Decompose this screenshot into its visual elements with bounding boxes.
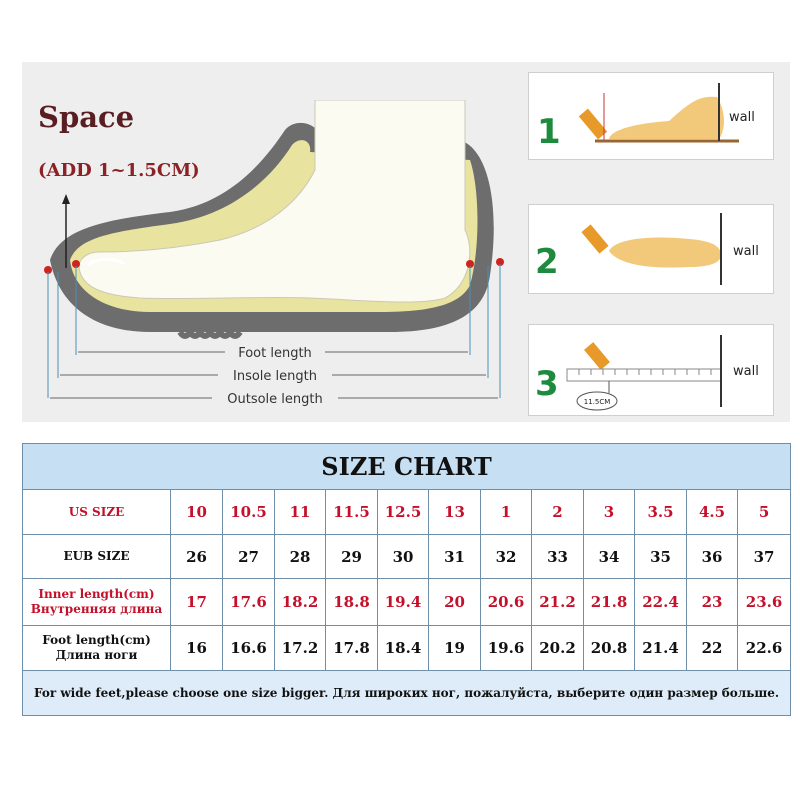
table-cell: 17.6 (223, 579, 275, 626)
step-3-panel (528, 324, 774, 416)
table-cell: 20.8 (584, 626, 635, 671)
table-cell: 4.5 (687, 490, 738, 535)
table-cell: 2 (532, 490, 584, 535)
space-title: Space (38, 100, 135, 134)
shoe-diagram (30, 100, 510, 415)
table-cell: 23 (687, 579, 738, 626)
table-cell: 5 (738, 490, 791, 535)
table-row-eub-size (23, 535, 791, 579)
table-cell: 22.6 (738, 626, 791, 671)
table-cell: 35 (635, 535, 687, 579)
inner-length-label-en: Inner length(cm) (38, 587, 155, 601)
table-cell: 22.4 (635, 579, 687, 626)
table-cell: 16.6 (223, 626, 275, 671)
ruler-icon (567, 369, 721, 381)
table-cell: 13 (429, 490, 481, 535)
step-2-number: 2 (535, 242, 559, 282)
table-cell: 20.2 (532, 626, 584, 671)
table-cell: 19.4 (378, 579, 429, 626)
table-cell: 17.2 (275, 626, 326, 671)
step-1-wall-label: wall (729, 110, 755, 125)
size-chart-table (22, 443, 791, 716)
table-cell: 29 (326, 535, 378, 579)
table-cell: 26 (171, 535, 223, 579)
foot-length-row-label (23, 626, 171, 671)
eub-size-label: EUB SIZE (23, 535, 171, 579)
table-cell: 37 (738, 535, 791, 579)
table-cell: 3 (584, 490, 635, 535)
table-cell: 19 (429, 626, 481, 671)
table-cell: 11.5 (326, 490, 378, 535)
table-cell: 17 (171, 579, 223, 626)
step-3-wall-label: wall (733, 364, 759, 379)
table-cell: 16 (171, 626, 223, 671)
inner-length-label (23, 579, 171, 626)
table-cell: 23.6 (738, 579, 791, 626)
table-cell: 20.6 (481, 579, 532, 626)
table-cell: 12.5 (378, 490, 429, 535)
table-cell: 21.8 (584, 579, 635, 626)
table-cell: 18.8 (326, 579, 378, 626)
step-1-panel (528, 72, 774, 160)
step-3-number: 3 (535, 364, 559, 404)
table-row-inner-length (23, 579, 791, 626)
step-2-wall-label: wall (733, 244, 759, 259)
step-2-panel (528, 204, 774, 294)
foot-length-label-ru: Длина ноги (55, 648, 138, 662)
tread-marks (180, 332, 240, 336)
us-size-label: US SIZE (23, 490, 171, 535)
table-cell: 36 (687, 535, 738, 579)
table-cell: 18.2 (275, 579, 326, 626)
table-cell: 1 (481, 490, 532, 535)
pencil-icon (579, 109, 607, 140)
table-cell: 11 (275, 490, 326, 535)
insole-length-label: Insole length (233, 369, 317, 384)
foot-top-icon (609, 238, 721, 268)
table-cell: 10 (171, 490, 223, 535)
table-cell: 3.5 (635, 490, 687, 535)
table-cell: 22 (687, 626, 738, 671)
table-row-foot-length (23, 626, 791, 671)
table-cell: 21.2 (532, 579, 584, 626)
space-subtitle: (ADD 1~1.5CM) (38, 160, 200, 181)
table-cell: 31 (429, 535, 481, 579)
table-cell: 34 (584, 535, 635, 579)
size-chart-title: SIZE CHART (23, 444, 791, 490)
table-cell: 17.8 (326, 626, 378, 671)
pencil-icon (581, 224, 608, 253)
table-cell: 32 (481, 535, 532, 579)
inner-length-label-ru: Внутренняя длина (30, 602, 163, 616)
foot-side-icon (609, 97, 724, 139)
step-1-number: 1 (537, 112, 561, 152)
foot-length-label-en: Foot length(cm) (42, 633, 151, 647)
ruler-mark-label: 11.5CM (583, 398, 611, 406)
outsole-length-label: Outsole length (227, 392, 323, 407)
table-cell: 10.5 (223, 490, 275, 535)
wide-feet-note: For wide feet,please choose one size bigger. Для широких ног, пожалуйста, выберите один размер больше. (23, 671, 791, 716)
pencil-icon (584, 342, 610, 370)
table-cell: 19.6 (481, 626, 532, 671)
table-cell: 27 (223, 535, 275, 579)
table-row-us-size (23, 490, 791, 535)
table-cell: 30 (378, 535, 429, 579)
table-cell: 21.4 (635, 626, 687, 671)
foot-length-label: Foot length (238, 346, 312, 361)
table-cell: 28 (275, 535, 326, 579)
table-cell: 33 (532, 535, 584, 579)
table-cell: 20 (429, 579, 481, 626)
table-cell: 18.4 (378, 626, 429, 671)
